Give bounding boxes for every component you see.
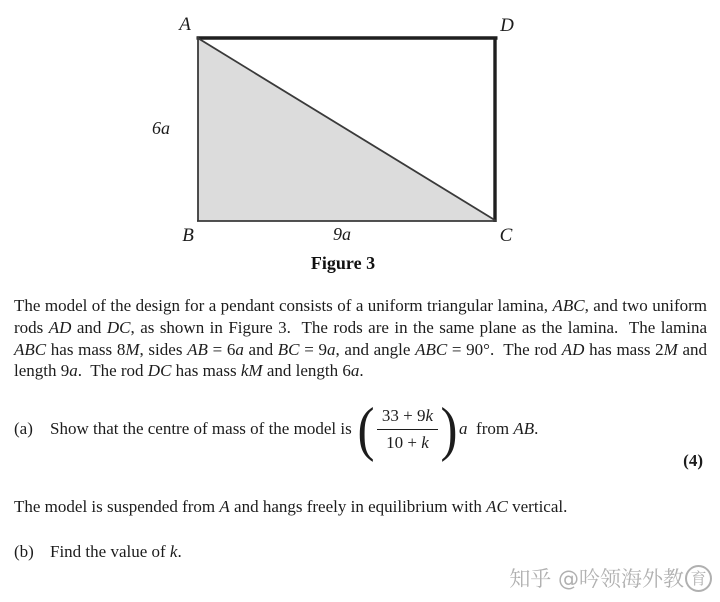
side-ab-length-label: 6a xyxy=(152,118,170,138)
suspended-statement: The model is suspended from A and hangs freely in equilibrium with AC vertical. xyxy=(14,497,568,516)
vertex-c-label: C xyxy=(499,225,513,246)
side-bc-length-label: 9a xyxy=(333,224,351,244)
part-a-tail-text: a from AB. xyxy=(459,419,539,438)
vertex-a-label: A xyxy=(179,14,191,35)
watermark-text: 知乎 @吟领海外教 xyxy=(509,567,684,591)
vertex-b-label: B xyxy=(182,225,194,246)
part-a-line: (a) Show that the centre of mass of the model is ( $\frac{33 + 9k}{10 + k}$ ) a from AB. xyxy=(14,396,539,462)
figure-3-svg xyxy=(0,0,720,285)
centre-of-mass-fraction xyxy=(377,406,438,453)
part-b-text: Find the value of k. xyxy=(50,542,182,561)
part-a-lead-text: Show that the centre of mass of the model is xyxy=(50,419,356,438)
zhihu-watermark xyxy=(509,563,712,593)
vertex-d-label: D xyxy=(500,15,514,36)
fraction-denominator: 10 + k xyxy=(386,432,429,452)
part-b-line xyxy=(14,542,182,562)
figure-3-diagram xyxy=(0,0,720,285)
part-a-label: (a) xyxy=(14,419,33,438)
problem-intro-paragraph: The model of the design for a pendant consists of a uniform triangular lamina, ABC, and two uniform rods AD and DC, as shown in Figure 3. The rods are in the same plane as the lamina. The lamina ABC has mass 8M, sides AB = 6a and BC = 9a, and angle ABC = 90°. The rod AD has mass 2M and length 9a. The rod DC has mass kM and length 6a. xyxy=(14,296,712,381)
figure-caption: Figure 3 xyxy=(310,253,376,273)
fraction-numerator: 33 + 9k xyxy=(377,406,438,430)
part-b-label: (b) xyxy=(14,542,34,561)
part-a-marks-badge: (4) xyxy=(683,451,703,470)
watermark-badge: 育 xyxy=(685,565,712,592)
